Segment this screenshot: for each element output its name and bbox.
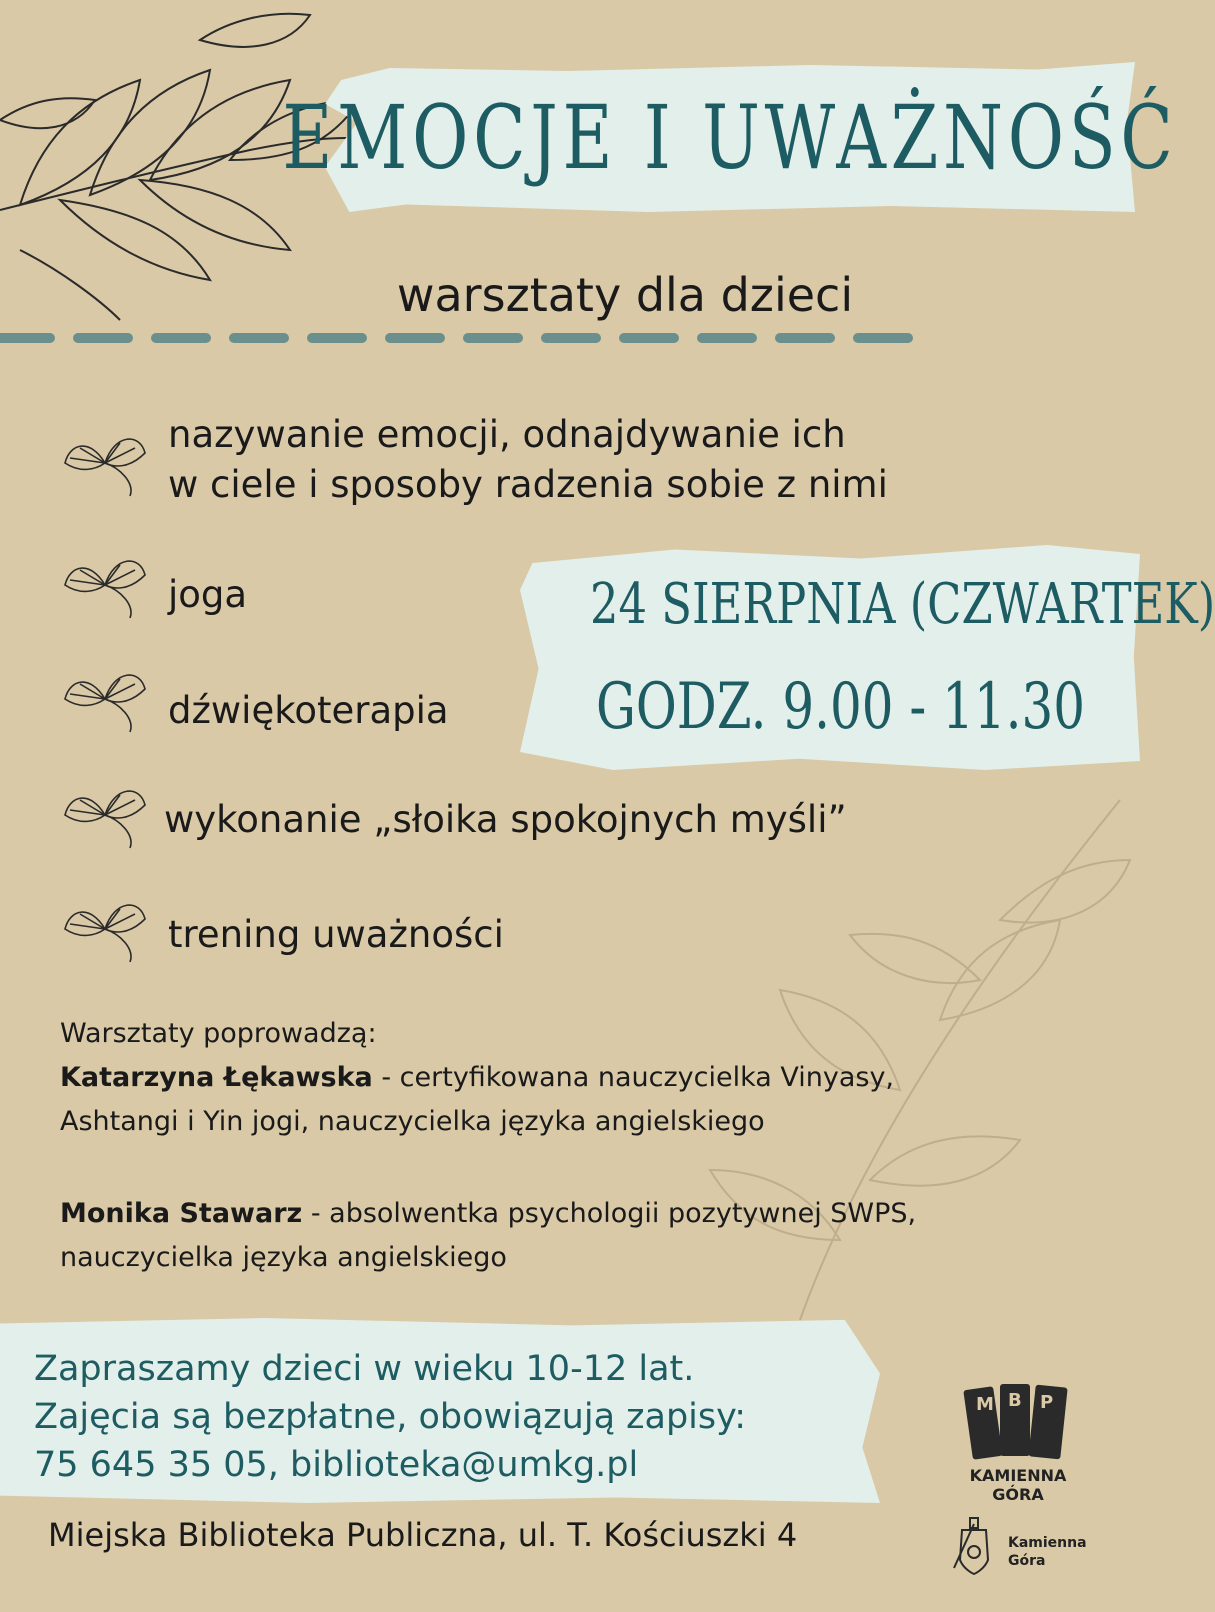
logo-letter-m: M bbox=[976, 1394, 994, 1415]
leader-2-name: Monika Stawarz bbox=[60, 1198, 303, 1229]
logo-letter-b: B bbox=[1008, 1390, 1022, 1411]
library-logo-caption: KAMIENNA GÓRA bbox=[969, 1466, 1067, 1504]
ginkgo-leaf-icon bbox=[60, 654, 150, 740]
subtitle: warsztaty dla dzieci bbox=[396, 268, 854, 322]
activity-item-2: joga bbox=[168, 573, 248, 616]
event-date: 24 SIERPNIA (CZWARTEK) bbox=[590, 572, 1215, 637]
invitation-line-2: Zajęcia są bezpłatne, obowiązują zapisy: bbox=[34, 1397, 747, 1437]
workshop-leaders bbox=[60, 1012, 1090, 1280]
leaders-intro: Warsztaty poprowadzą: bbox=[60, 1018, 377, 1049]
ginkgo-leaf-icon bbox=[60, 770, 150, 856]
town-name-line2: Góra bbox=[1008, 1553, 1046, 1569]
leader-2-desc-cont: nauczycielka języka angielskiego bbox=[60, 1242, 507, 1273]
library-logo-icon bbox=[962, 1376, 1072, 1466]
activity-item-3: dźwiękoterapia bbox=[168, 689, 449, 732]
library-address: Miejska Biblioteka Publiczna, ul. T. Kościuszki 4 bbox=[48, 1516, 798, 1554]
activity-item-1-line2: w ciele i sposoby radzenia sobie z nimi bbox=[168, 463, 888, 506]
event-time: GODZ. 9.00 - 11.30 bbox=[596, 670, 1086, 744]
activity-item-4: wykonanie „słoika spokojnych myśli” bbox=[164, 798, 847, 841]
leader-1-desc: - certyfikowana nauczycielka Vinyasy, bbox=[372, 1062, 895, 1093]
ginkgo-leaf-icon bbox=[60, 884, 150, 970]
invitation-line-1: Zapraszamy dzieci w wieku 10-12 lat. bbox=[34, 1349, 695, 1389]
contact-info: 75 645 35 05, biblioteka@umkg.pl bbox=[34, 1445, 639, 1485]
leader-2-desc: - absolwentka psychologii pozytywnej SWPS, bbox=[302, 1198, 917, 1229]
town-name bbox=[1008, 1534, 1087, 1570]
leader-1-name: Katarzyna Łękawska bbox=[60, 1062, 373, 1093]
leader-1 bbox=[60, 1056, 1090, 1100]
ginkgo-leaf-icon bbox=[60, 418, 150, 504]
town-crest-icon bbox=[944, 1510, 1004, 1580]
logo-letter-p: P bbox=[1040, 1392, 1054, 1413]
town-name-line1: Kamienna bbox=[1008, 1535, 1087, 1551]
ginkgo-leaf-icon bbox=[60, 540, 150, 626]
page-title: EMOCJE I UWAŻNOŚĆ bbox=[282, 85, 1178, 189]
activity-item-5: trening uważności bbox=[168, 913, 504, 956]
leader-1-desc-cont: Ashtangi i Yin jogi, nauczycielka języka angielskiego bbox=[60, 1106, 765, 1137]
activity-item-1-line1: nazywanie emocji, odnajdywanie ich bbox=[168, 413, 846, 456]
invitation-text bbox=[34, 1345, 746, 1489]
leader-2 bbox=[60, 1192, 1090, 1236]
dashed-divider bbox=[0, 332, 920, 344]
